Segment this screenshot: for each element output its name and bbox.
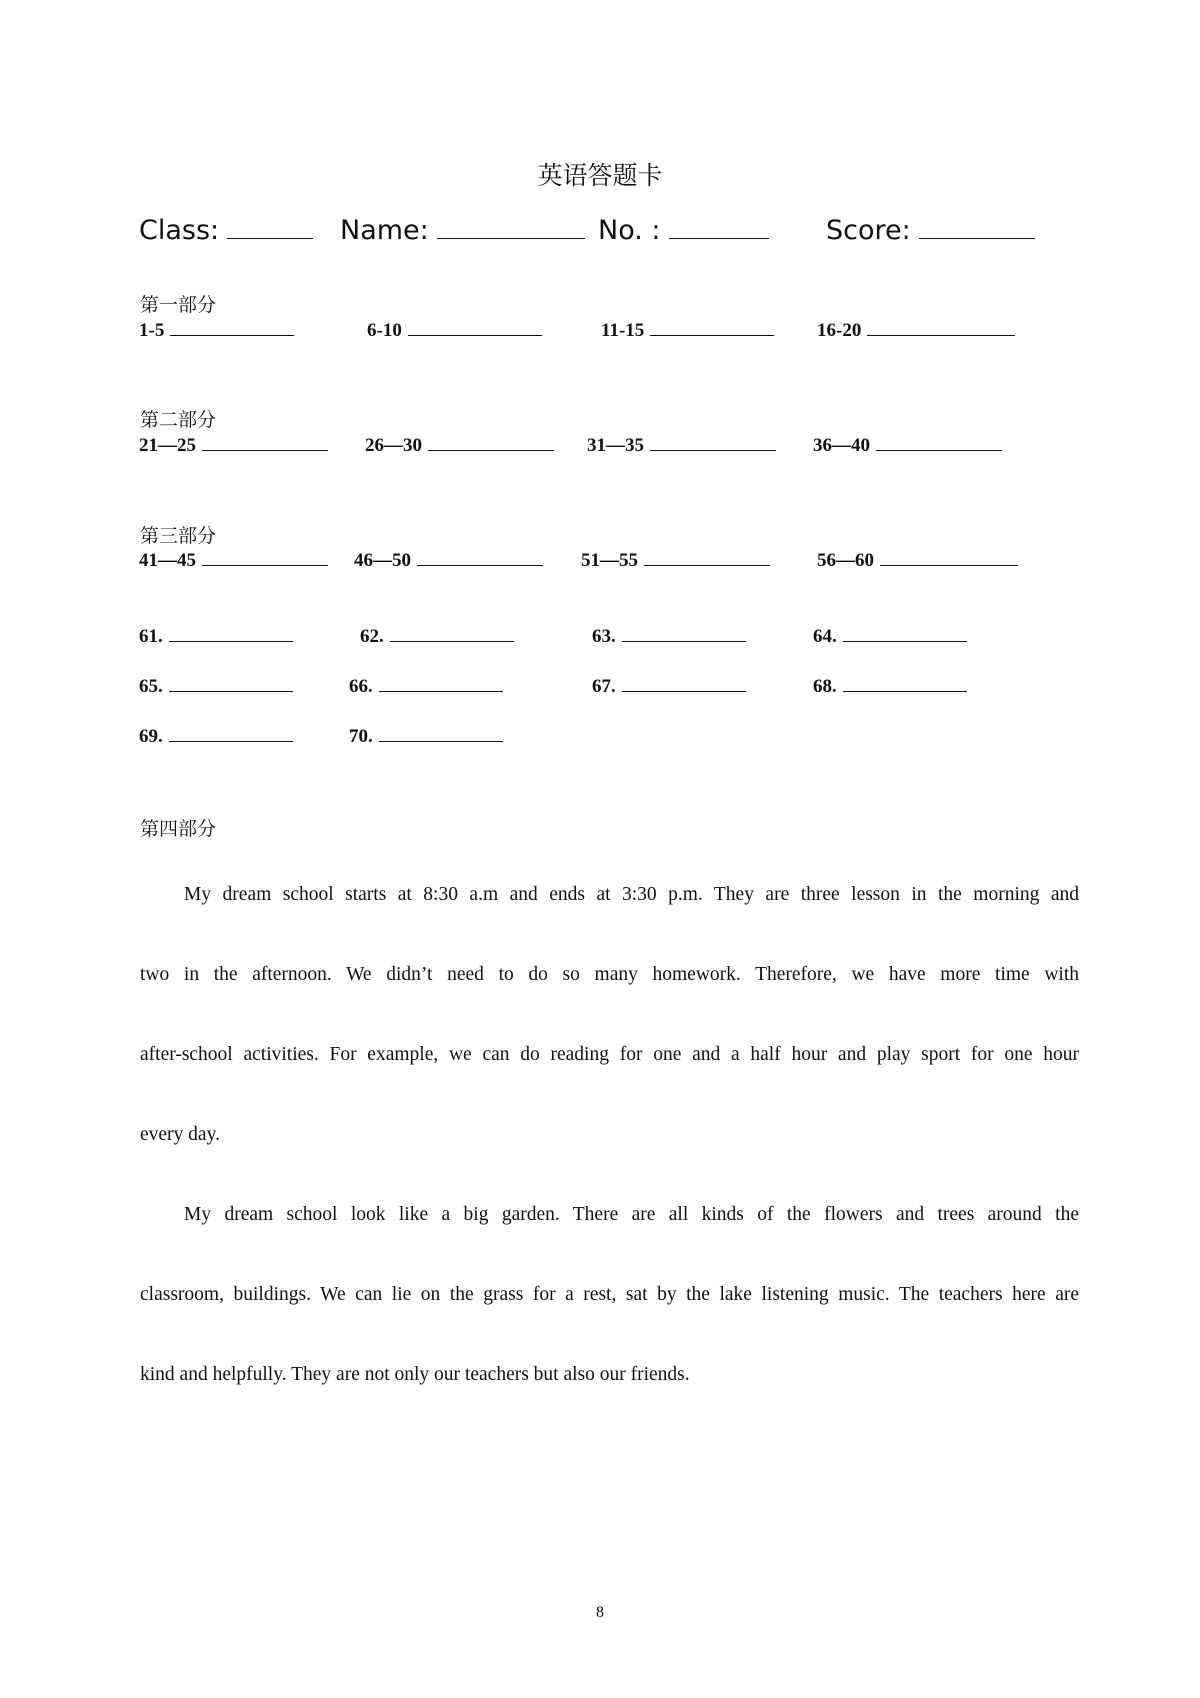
name-blank[interactable] [437, 216, 585, 239]
answer-item[interactable] [139, 726, 293, 748]
answer-item[interactable] [813, 626, 967, 648]
name-label: Name: [340, 215, 429, 246]
item-label: 51—55 [581, 550, 638, 571]
score-field[interactable] [826, 215, 1035, 246]
answer-item[interactable] [139, 435, 328, 457]
answer-blank[interactable] [428, 435, 554, 451]
essay-line: every day. [140, 1124, 220, 1145]
answer-blank[interactable] [408, 320, 542, 336]
name-field[interactable] [340, 215, 585, 246]
part4-heading: 第四部分 [140, 818, 217, 840]
item-label: 6-10 [367, 320, 402, 341]
part3-heading: 第三部分 [140, 525, 217, 547]
essay-line: after-school activities. For example, we can do reading for one and a half hour and play sport for one hour [140, 1044, 1079, 1065]
answer-blank[interactable] [876, 435, 1002, 451]
part1-heading: 第一部分 [140, 294, 217, 316]
answer-blank[interactable] [417, 550, 543, 566]
answer-item[interactable] [581, 550, 770, 572]
answer-blank[interactable] [644, 550, 770, 566]
item-label: 16-20 [817, 320, 862, 341]
number-blank[interactable] [669, 216, 769, 239]
answer-blank[interactable] [650, 320, 774, 336]
item-label: 11-15 [601, 320, 645, 341]
answer-blank[interactable] [843, 626, 967, 642]
answer-blank[interactable] [379, 726, 503, 742]
answer-item[interactable] [139, 676, 293, 698]
item-label: 36—40 [813, 435, 870, 456]
answer-item[interactable] [601, 320, 774, 342]
essay-line: My dream school look like a big garden. There are all kinds of the flowers and trees around the [184, 1204, 1079, 1225]
score-label: Score: [826, 215, 911, 246]
answer-item[interactable] [587, 435, 776, 457]
answer-item[interactable] [813, 435, 1002, 457]
answer-item[interactable] [360, 626, 514, 648]
answer-blank[interactable] [202, 435, 328, 451]
answer-item[interactable] [139, 626, 293, 648]
answer-item[interactable] [365, 435, 554, 457]
essay-line: classroom, buildings. We can lie on the grass for a rest, sat by the lake listening music. The teachers here are [140, 1284, 1079, 1305]
page-number: 8 [596, 1604, 604, 1621]
number-field[interactable] [598, 215, 769, 246]
answer-item[interactable] [139, 320, 294, 342]
part2-heading: 第二部分 [140, 409, 217, 431]
item-label: 41—45 [139, 550, 196, 571]
item-label: 62. [360, 626, 384, 647]
answer-blank[interactable] [202, 550, 328, 566]
item-label: 65. [139, 676, 163, 697]
answer-blank[interactable] [390, 626, 514, 642]
class-label: Class: [139, 215, 220, 246]
class-field[interactable] [139, 215, 313, 246]
item-label: 46—50 [354, 550, 411, 571]
answer-item[interactable] [367, 320, 542, 342]
item-label: 67. [592, 676, 616, 697]
answer-blank[interactable] [169, 676, 293, 692]
answer-item[interactable] [592, 676, 746, 698]
answer-blank[interactable] [622, 676, 746, 692]
answer-item[interactable] [813, 676, 967, 698]
answer-item[interactable] [592, 626, 746, 648]
answer-blank[interactable] [867, 320, 1015, 336]
item-label: 26—30 [365, 435, 422, 456]
answer-blank[interactable] [169, 726, 293, 742]
item-label: 68. [813, 676, 837, 697]
answer-blank[interactable] [650, 435, 776, 451]
item-label: 70. [349, 726, 373, 747]
answer-item[interactable] [349, 676, 503, 698]
item-label: 63. [592, 626, 616, 647]
number-label: No. : [598, 215, 661, 246]
score-blank[interactable] [919, 216, 1035, 239]
answer-item[interactable] [354, 550, 543, 572]
item-label: 31—35 [587, 435, 644, 456]
essay-line: two in the afternoon. We didn’t need to do so many homework. Therefore, we have more time with [140, 964, 1079, 985]
essay-line: My dream school starts at 8:30 a.m and ends at 3:30 p.m. They are three lesson in the morning and [184, 884, 1079, 905]
item-label: 61. [139, 626, 163, 647]
answer-blank[interactable] [169, 626, 293, 642]
item-label: 21—25 [139, 435, 196, 456]
item-label: 56—60 [817, 550, 874, 571]
item-label: 64. [813, 626, 837, 647]
answer-blank[interactable] [622, 626, 746, 642]
essay-line: kind and helpfully. They are not only our teachers but also our friends. [140, 1364, 690, 1385]
answer-item[interactable] [817, 320, 1015, 342]
answer-blank[interactable] [170, 320, 294, 336]
item-label: 1-5 [139, 320, 165, 341]
page-title: 英语答题卡 [537, 161, 663, 190]
answer-blank[interactable] [379, 676, 503, 692]
answer-item[interactable] [349, 726, 503, 748]
item-label: 69. [139, 726, 163, 747]
answer-item[interactable] [817, 550, 1018, 572]
answer-blank[interactable] [880, 550, 1018, 566]
answer-blank[interactable] [843, 676, 967, 692]
item-label: 66. [349, 676, 373, 697]
answer-item[interactable] [139, 550, 328, 572]
class-blank[interactable] [227, 216, 313, 239]
